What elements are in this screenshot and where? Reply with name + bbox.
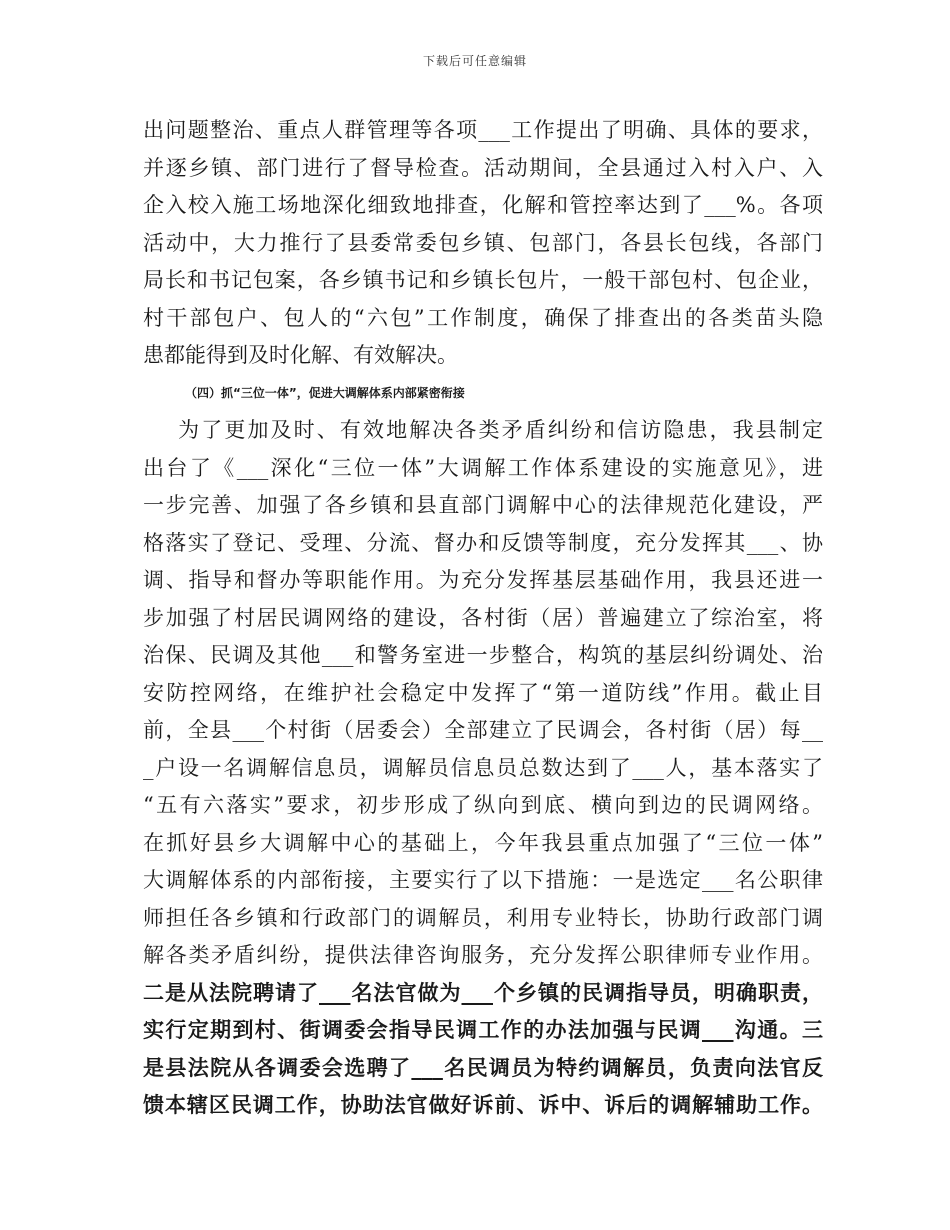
text-line: _户设一名调解信息员，调解员信息员总数达到了___人，基本落实了 [143,755,823,780]
text-line: 治保、民调及其他___和警务室进一步整合，构筑的基层纠纷调处、治 [143,643,823,667]
text-line: 馈本辖区民调工作，协助法官做好诉前、诉中、诉后的调解辅助工作。 [143,1093,823,1117]
text-line: 大调解体系的内部衔接，主要实行了以下措施：一是选定___名公职律 [143,868,823,892]
text-line: 步加强了村居民调网络的建设，各村街（居）普遍建立了综治室，将 [143,605,823,630]
text-line: 师担任各乡镇和行政部门的调解员，利用专业特长，协助行政部门调 [143,905,823,930]
text-line: 实行定期到村、街调委会指导民调工作的办法加强与民调___沟通。三 [143,1018,823,1042]
text-line: 格落实了登记、受理、分流、督办和反馈等制度，充分发挥其___、协 [143,530,823,555]
page-header: 下载后可任意编辑 [422,54,527,68]
text-line: 前，全县___个村街（居委会）全部建立了民调会，各村街（居）每__ [143,718,823,742]
text-line: 出问题整治、重点人群管理等各项___工作提出了明确、具体的要求， [143,118,823,142]
text-line: 一步完善、加强了各乡镇和县直部门调解中心的法律规范化建设，严 [143,493,823,517]
text-line: 局长和书记包案，各乡镇书记和乡镇长包片，一般干部包村、包企业， [143,268,823,292]
text-line: 患都能得到及时化解、有效解决。 [143,343,458,367]
text-line: 二是从法院聘请了___名法官做为___个乡镇的民调指导员，明确职责， [143,980,823,1005]
text-line: 出台了《___深化“三位一体”大调解工作体系建设的实施意见》，进 [143,455,823,480]
text-line: 企入校入施工场地深化细致地排查，化解和管控率达到了___%。各项 [143,193,823,217]
document-body [143,112,823,1125]
text-line: 调、指导和督办等职能作用。为充分发挥基层基础作用，我县还进一 [143,568,823,592]
text-line: 活动中，大力推行了县委常委包乡镇、包部门，各县长包线，各部门 [143,230,823,255]
text-line: 在抓好县乡大调解中心的基础上，今年我县重点加强了“三位一体” [143,830,823,855]
text-line: 是县法院从各调委会选聘了___名民调员为特约调解员，负责向法官反 [143,1055,823,1080]
text-line: 村干部包户、包人的“六包”工作制度，确保了排查出的各类苗头隐 [143,305,823,330]
text-line: 解各类矛盾纠纷，提供法律咨询服务，充分发挥公职律师专业作用。 [143,943,823,967]
text-line: 安防控网络，在维护社会稳定中发挥了“第一道防线”作用。截止目 [143,680,823,705]
text-line: “五有六落实”要求，初步形成了纵向到底、横向到边的民调网络。 [143,793,823,817]
text-line: 并逐乡镇、部门进行了督导检查。活动期间，全县通过入村入户、入 [143,155,823,180]
text-line: 为了更加及时、有效地解决各类矛盾纠纷和信访隐患，我县制定 [143,418,823,442]
section-heading: （四）抓“三位一体”，促进大调解体系内部紧密衔接 [185,385,465,400]
